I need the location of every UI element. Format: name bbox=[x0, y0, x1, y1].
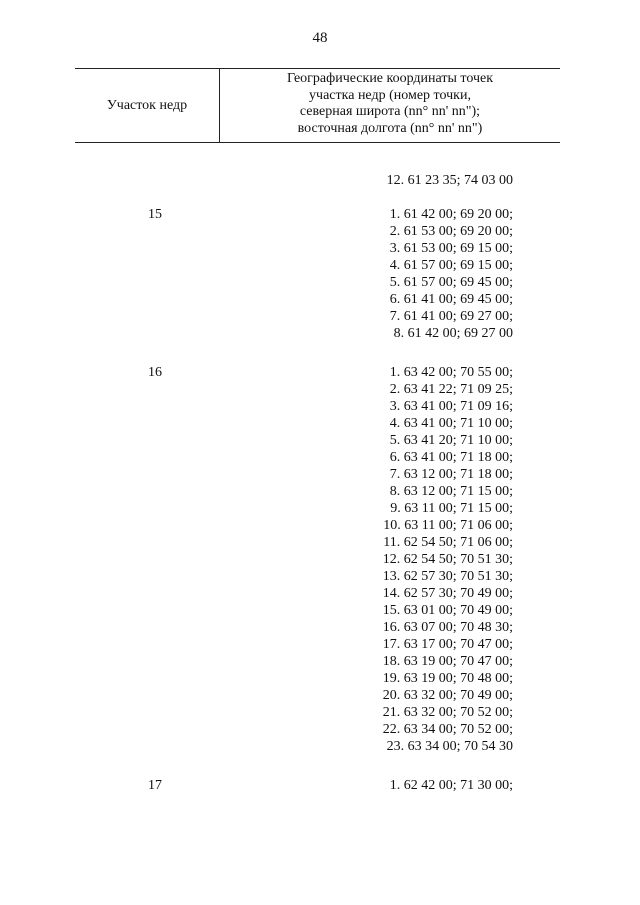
coordinate-point: 16. 63 07 00; 70 48 30; bbox=[382, 620, 513, 635]
area-number: 15 bbox=[148, 207, 162, 222]
coordinate-point: 3. 63 41 00; 71 09 16; bbox=[389, 399, 513, 414]
coordinate-point: 8. 63 12 00; 71 15 00; bbox=[389, 484, 513, 499]
coordinate-point: 15. 63 01 00; 70 49 00; bbox=[382, 603, 513, 618]
coordinate-point: 9. 63 11 00; 71 15 00; bbox=[390, 501, 513, 516]
coordinate-point: 12. 61 23 35; 74 03 00 bbox=[386, 173, 513, 188]
table-header bbox=[75, 68, 560, 143]
coordinate-point: 3. 61 53 00; 69 15 00; bbox=[389, 241, 513, 256]
coordinate-point: 11. 62 54 50; 71 06 00; bbox=[383, 535, 513, 550]
area-number: 16 bbox=[148, 365, 162, 380]
header-coordinates-line: северная широта (nn° nn' nn"); bbox=[299, 104, 481, 119]
coordinate-list bbox=[370, 172, 513, 189]
coordinate-point: 10. 63 11 00; 71 06 00; bbox=[383, 518, 513, 533]
coordinate-point: 17. 63 17 00; 70 47 00; bbox=[382, 637, 513, 652]
coordinate-point: 5. 61 57 00; 69 45 00; bbox=[389, 275, 513, 290]
page-number: 48 bbox=[312, 30, 328, 46]
coordinate-point: 6. 63 41 00; 71 18 00; bbox=[389, 450, 513, 465]
area-number: 17 bbox=[148, 778, 162, 793]
coordinate-point: 5. 63 41 20; 71 10 00; bbox=[389, 433, 513, 448]
coordinate-point: 7. 61 41 00; 69 27 00; bbox=[389, 309, 513, 324]
coordinate-point: 4. 61 57 00; 69 15 00; bbox=[389, 258, 513, 273]
header-coordinates bbox=[220, 71, 560, 137]
coordinate-point: 1. 61 42 00; 69 20 00; bbox=[389, 207, 513, 222]
coordinate-point: 4. 63 41 00; 71 10 00; bbox=[389, 416, 513, 431]
coordinate-point: 18. 63 19 00; 70 47 00; bbox=[382, 654, 513, 669]
coordinate-list bbox=[370, 364, 513, 755]
coordinate-point: 22. 63 34 00; 70 52 00; bbox=[382, 722, 513, 737]
coordinate-point: 14. 62 57 30; 70 49 00; bbox=[382, 586, 513, 601]
coordinate-list bbox=[370, 777, 513, 794]
coordinate-point: 13. 62 57 30; 70 51 30; bbox=[382, 569, 513, 584]
coordinate-point: 20. 63 32 00; 70 49 00; bbox=[382, 688, 513, 703]
header-coordinates-line: восточная долгота (nn° nn' nn") bbox=[297, 120, 483, 136]
header-subsoil-area: Участок недр bbox=[106, 97, 188, 113]
header-coordinates-line: Географические координаты точек bbox=[286, 71, 494, 86]
coordinate-point: 23. 63 34 00; 70 54 30 bbox=[386, 739, 513, 754]
coordinate-point: 19. 63 19 00; 70 48 00; bbox=[382, 671, 513, 686]
coordinate-point: 21. 63 32 00; 70 52 00; bbox=[382, 705, 513, 720]
coordinate-point: 8. 61 42 00; 69 27 00 bbox=[393, 326, 513, 341]
coordinate-point: 12. 62 54 50; 70 51 30; bbox=[382, 552, 513, 567]
coordinate-point: 2. 63 41 22; 71 09 25; bbox=[389, 382, 513, 397]
coordinate-point: 6. 61 41 00; 69 45 00; bbox=[389, 292, 513, 307]
coordinate-point: 1. 63 42 00; 70 55 00; bbox=[389, 365, 513, 380]
coordinate-list bbox=[370, 206, 513, 342]
coordinate-point: 7. 63 12 00; 71 18 00; bbox=[389, 467, 513, 482]
coordinate-point: 1. 62 42 00; 71 30 00; bbox=[389, 778, 513, 793]
coordinate-point: 2. 61 53 00; 69 20 00; bbox=[389, 224, 513, 239]
header-coordinates-line: участка недр (номер точки, bbox=[309, 87, 471, 103]
